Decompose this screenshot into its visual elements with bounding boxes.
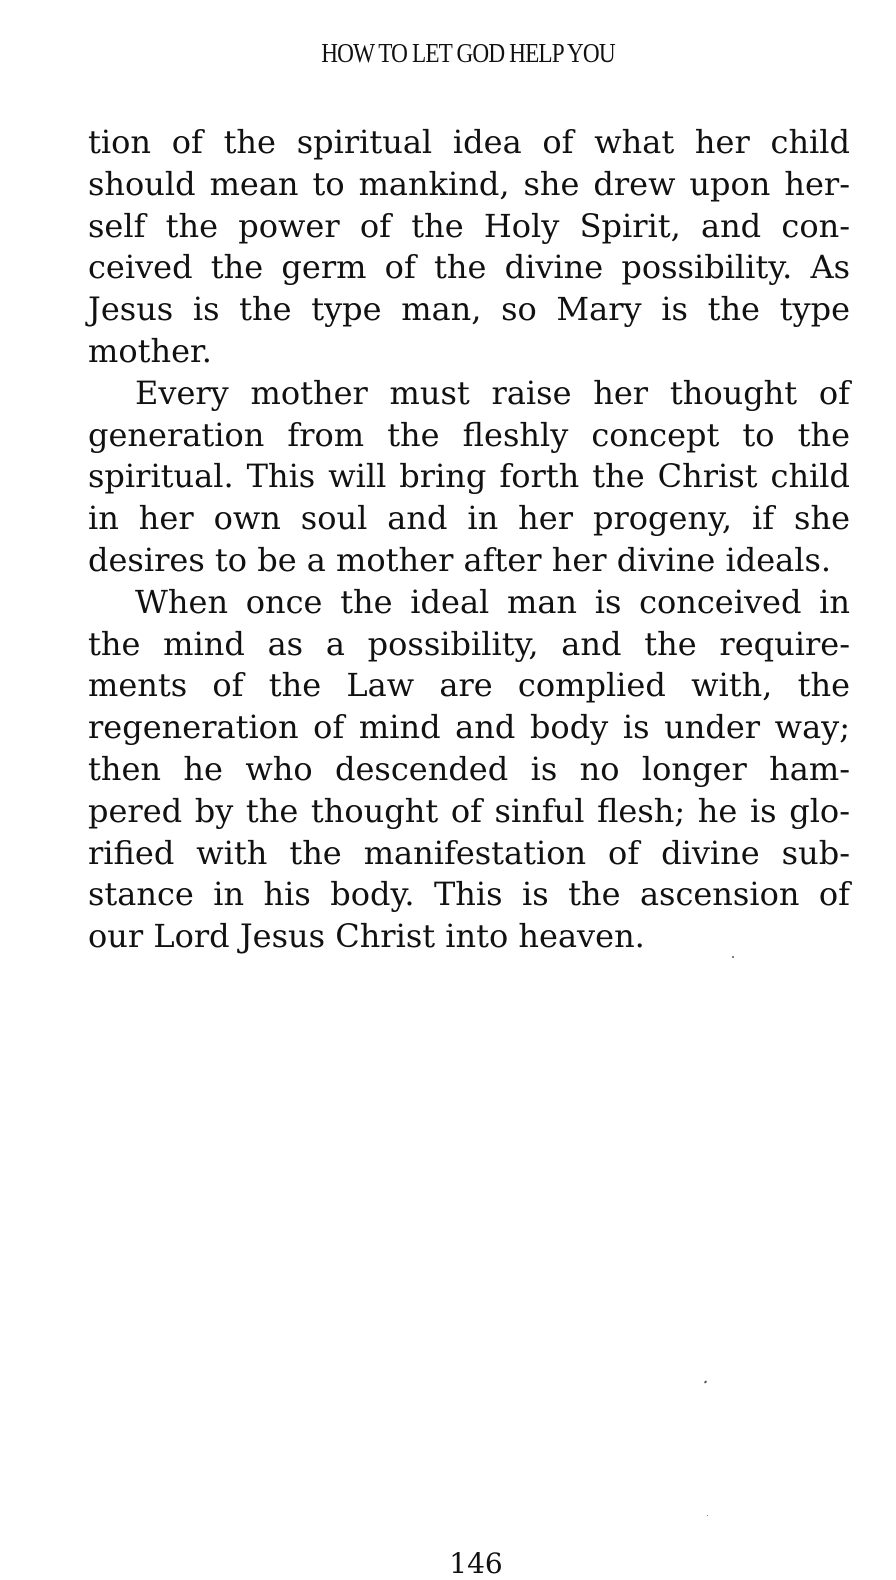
page-number: 146: [449, 1547, 503, 1580]
text-line: then he who descended is no longer ham-: [88, 749, 850, 788]
scan-speck: [732, 956, 734, 958]
text-line: generation from the fleshly concept to the: [88, 415, 850, 454]
text-line: Jesus is the type man, so Mary is the type: [88, 290, 850, 329]
text-line: Every mother must raise her thought of: [135, 373, 850, 412]
text-line: should mean to mankind, she drew upon her-: [88, 164, 850, 203]
text-line: stance in his body. This is the ascension of: [88, 875, 850, 914]
text-line: regeneration of mind and body is under way;: [88, 708, 850, 747]
text-line: When once the ideal man is conceived in: [135, 582, 850, 621]
text-line: ceived the germ of the divine possibility. As: [88, 248, 850, 287]
text-line: our Lord Jesus Christ into heaven.: [88, 917, 645, 956]
text-line: spiritual. This will bring forth the Christ child: [88, 457, 850, 496]
text-line: mother.: [88, 331, 212, 370]
text-line: self the power of the Holy Spirit, and con-: [88, 206, 850, 245]
scan-speck: [704, 1380, 708, 1384]
text-line: tion of the spiritual idea of what her child: [88, 123, 850, 161]
text-line: ments of the Law are complied with, the: [88, 666, 850, 705]
body-text: [88, 122, 850, 958]
paragraph: [88, 373, 850, 582]
text-line: rified with the manifestation of divine sub-: [88, 833, 850, 872]
text-line: the mind as a possibility, and the require-: [88, 624, 850, 663]
text-line: in her own soul and in her progeny, if she: [88, 499, 850, 538]
paragraph: [88, 122, 850, 373]
paragraph: [88, 582, 850, 958]
text-line: pered by the thought of sinful flesh; he is glo-: [88, 791, 850, 830]
running-head: HOW TO LET GOD HELP YOU: [321, 38, 615, 68]
scan-speck: [707, 1515, 708, 1516]
text-line: desires to be a mother after her divine ideals.: [88, 540, 832, 579]
